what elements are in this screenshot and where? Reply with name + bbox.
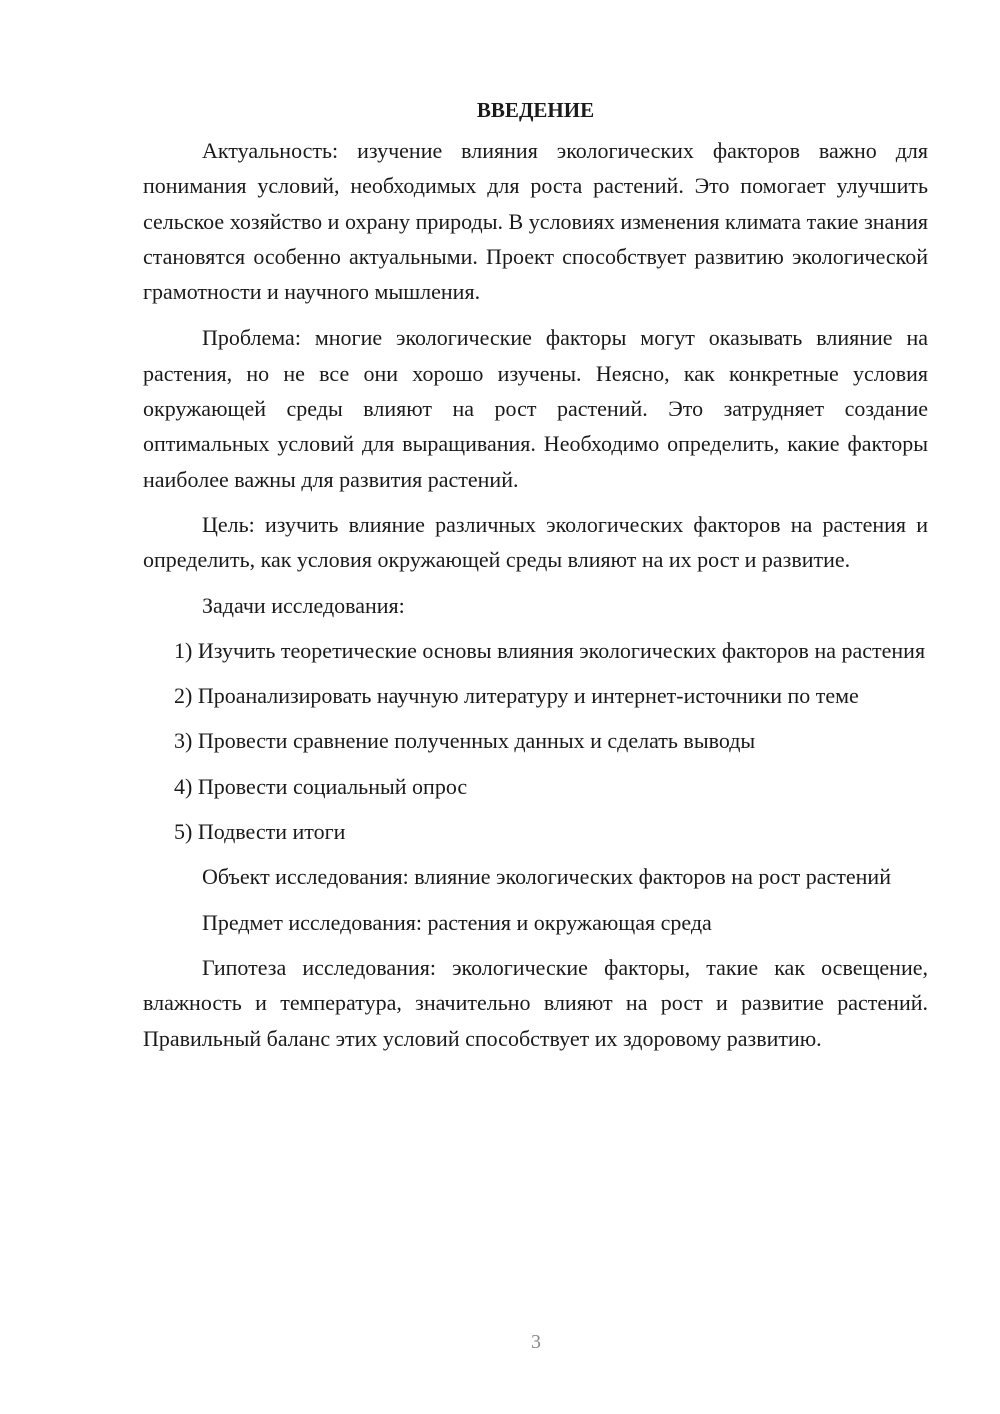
- task-item: 2) Проанализировать научную литературу и интернет-источники по теме: [174, 683, 859, 709]
- relevance-paragraph: Актуальность: изучение влияния экологических факторов важно для понимания условий, необходимых для роста растений. Это помогает улучшить сельское хозяйство и охрану природы. В условиях изменения климата такие знания становятся особенно актуальными. Проект способствует развитию экологической грамотности и научного мышления.: [143, 138, 928, 305]
- task-item: 4) Провести социальный опрос: [174, 773, 468, 799]
- task-item: 5) Подвести итоги: [174, 819, 346, 845]
- task-item: 1) Изучить теоретические основы влияния экологических факторов на растения: [174, 637, 926, 663]
- hypothesis-paragraph: Гипотеза исследования: экологические факторы, такие как освещение, влажность и температура, значительно влияют на рост и развитие растений. Правильный баланс этих условий способствует их здоровому развитию.: [143, 954, 928, 1051]
- tasks-label: Задачи исследования:: [202, 592, 405, 618]
- object-paragraph: Объект исследования: влияние экологических факторов на рост растений: [202, 864, 891, 890]
- page-number: 3: [531, 1331, 541, 1353]
- task-item: 3) Провести сравнение полученных данных и сделать выводы: [174, 728, 756, 754]
- goal-paragraph: Цель: изучить влияние различных экологических факторов на растения и определить, как условия окружающей среды влияют на их рост и развитие.: [143, 511, 928, 573]
- page-heading: ВВЕДЕНИЕ: [476, 98, 595, 122]
- page-content: [143, 93, 928, 1066]
- problem-paragraph: Проблема: многие экологические факторы могут оказывать влияние на растения, но не все они хорошо изучены. Неясно, как конкретные условия окружающей среды влияют на рост растений. Это затрудняет создание оптимальных условий для выращивания. Необходимо определить, какие факторы наиболее важны для развития растений.: [143, 325, 928, 492]
- subject-paragraph: Предмет исследования: растения и окружающая среда: [202, 909, 712, 935]
